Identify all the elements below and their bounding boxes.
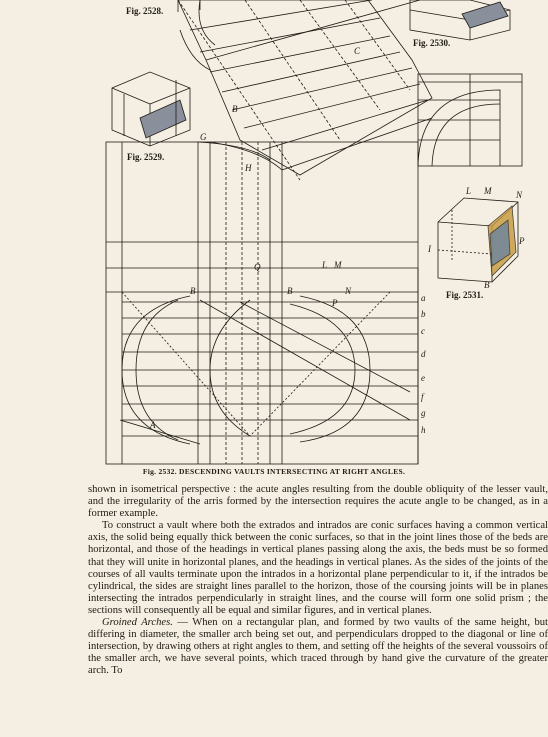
- margin-b: b: [421, 309, 426, 319]
- letter-A: A: [150, 420, 156, 430]
- fig-2529-label: Fig. 2529.: [127, 152, 165, 162]
- margin-g: g: [421, 408, 426, 418]
- letter-C: C: [354, 46, 361, 56]
- letter-H: H: [245, 163, 252, 173]
- fig2531-L: L: [466, 186, 472, 196]
- fig2531-M: M: [484, 186, 492, 196]
- letter-B-plan: B: [287, 286, 293, 296]
- fig-2529-drawing: [112, 72, 190, 146]
- letter-N: N: [345, 286, 352, 296]
- fig2531-I: I: [428, 244, 431, 254]
- letter-M: M: [334, 260, 342, 270]
- fig2531-B: B: [484, 280, 490, 290]
- margin-c: c: [421, 326, 425, 336]
- right-elevation: [418, 74, 522, 166]
- fig2531-P: P: [519, 236, 525, 246]
- body-text: [88, 484, 548, 678]
- fig2531-N: N: [516, 190, 523, 200]
- margin-e: e: [421, 373, 425, 383]
- letter-Q: Q: [254, 262, 261, 272]
- paragraph-3-body: — When on a rectangular plan, and formed by two vaults of the same height, but differing in diameter, the smaller arch being set out, and perpendiculars dropped to the diagonal or line of intersection, by drawing others at right angles to them, and setting off the heights of the several voussoirs of the smaller arch, we have several points, which traced through by hand give the curvature of the greater arch. To: [88, 617, 548, 677]
- margin-f: f: [421, 392, 424, 402]
- fig-2530-label: Fig. 2530.: [413, 38, 451, 48]
- fig-2532-plan: [106, 142, 418, 464]
- paragraph-1: shown in isometrical perspective : the acute angles resulting from the double obliquity of the lesser vault, and the irregularity of the arris formed by the intersection requires the acute angle to be changed, as in a former example.: [88, 484, 548, 520]
- paragraph-3: [88, 617, 548, 677]
- oblique-vault-band: [178, 0, 432, 180]
- letter-G: G: [200, 132, 207, 142]
- fig-2530-drawing: [410, 0, 510, 40]
- margin-a: a: [421, 293, 426, 303]
- margin-h: h: [421, 425, 426, 435]
- groined-arches-heading: Groined Arches.: [102, 617, 173, 629]
- fig-2531-label: Fig. 2531.: [446, 290, 484, 300]
- fig-2531-drawing: [438, 198, 518, 282]
- letter-L: L: [322, 260, 328, 270]
- letter-B-plan-left: B: [190, 286, 196, 296]
- paragraph-2: To construct a vault where both the extrados and intrados are conic surfaces having a common vertical axis, the solid being equally thick between the conic surfaces, so that in the joint lines those of the beds are horizontal, and those of the headings in vertical planes passing along the axis, the beds must be so formed that they will unite in horizontal planes, and the headings in vertical planes. As the sides of the joints of the courses of all vaults terminate upon the intrados in a horizontal plane perpendicular to it, if the intrados be cylindrical, the sides are straight lines parallel to the horizon, those of the coursing joints will be in planes intersecting the intrados perpendicularly in straight lines, and the course will form one solid prism ; the sections will consequently all be equal and similar figures, and in vertical planes.: [88, 520, 548, 616]
- margin-d: d: [421, 349, 426, 359]
- letter-P: P: [332, 298, 338, 308]
- figure-caption: Fig. 2532. DESCENDING VAULTS INTERSECTING AT RIGHT ANGLES.: [142, 467, 406, 476]
- letter-B-top: B: [232, 104, 238, 114]
- fig-2528-label: Fig. 2528.: [126, 6, 164, 16]
